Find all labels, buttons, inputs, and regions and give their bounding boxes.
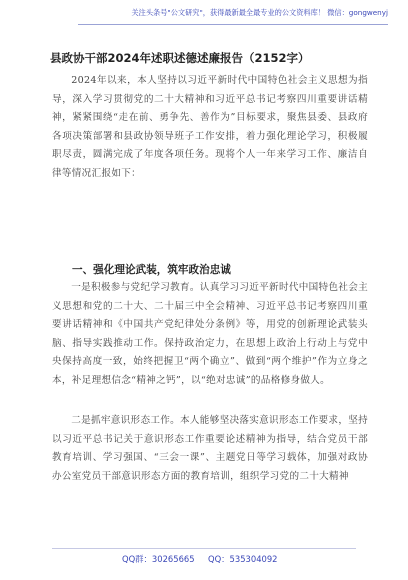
footer-divider <box>52 548 356 549</box>
header-banner-text: 关注头条号"公文研究"，获得最新最全最专业的公文资料库！ 微信：gongwenyj <box>131 8 388 17</box>
section-1-paragraph-2: 二是抓牢意识形态工作。本人能够坚决落实意识形态工作要求，坚持以习近平总书记关于意识形态工作重要论述精神为指导，结合党员干部教育培训、学习强国、“三会一课”、主题党日等学习载体，加强对政协办公室党员干部意识形态方面的教育培训，组织学习党的二十大精神 <box>52 415 368 482</box>
section-heading-1: 一、强化理论武装，筑牢政治忠诚 <box>72 264 231 276</box>
footer-qq-group: QQ群：30265665 <box>122 554 195 564</box>
section-1-paragraph-block-2 <box>52 412 368 486</box>
section-1-paragraph-block-1 <box>52 279 368 391</box>
intro-paragraph-block <box>52 72 368 184</box>
page-footer <box>0 548 408 564</box>
footer-qq-contact: QQ：535304092 <box>208 554 278 564</box>
document-title: 县政协干部2024年述职述德述廉报告（2152字） <box>50 51 310 65</box>
header-banner <box>78 8 388 25</box>
section-1-paragraph-1: 一是积极参与党纪学习教育。认真学习习近平新时代中国特色社会主义思想和党的二十大、二十届三中全会精神、习近平总书记考察四川重要讲话精神和《中国共产党纪律处分条例》等，用党的创新理论武装头脑、指导实践推动工作。保持政治定力，在思想上政治上行动上与党中央保持高度一致，始终把握卫“两个确立”、做到“两个维护”作为立身之本，补足理想信念“精神之钙”，以“绝对忠诚”的品格修身做人。 <box>52 282 368 386</box>
intro-paragraph: 2024年以来，本人坚持以习近平新时代中国特色社会主义思想为指导，深入学习贯彻党的二十大精神和习近平总书记考察四川重要讲话精神，紧紧围绕“走在前、勇争先、善作为”目标要求，聚焦县委、县政府各项决策部署和县政协领导班子工作安排，着力强化理论学习，积极履职尽责，圆满完成了年度各项任务。现将个人一年来学习工作、廉洁自律等情况汇报如下： <box>52 75 368 179</box>
